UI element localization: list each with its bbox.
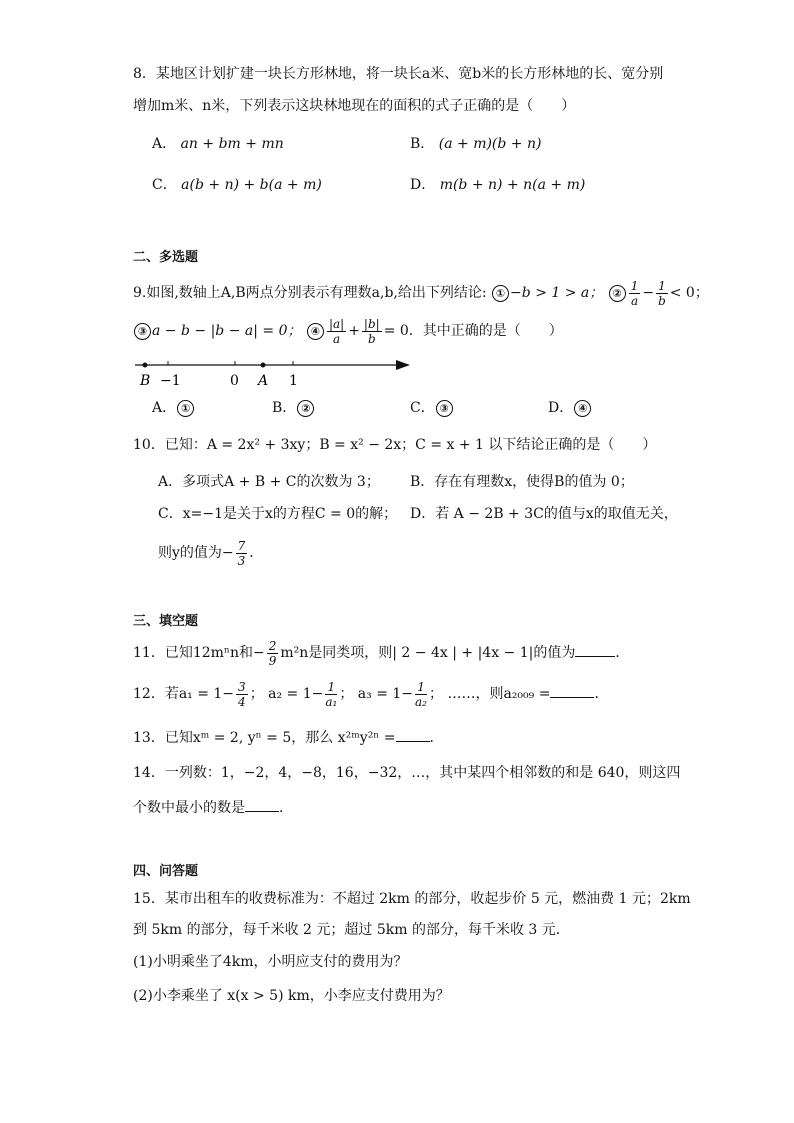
q9-option-b[interactable] [272,398,315,418]
q9-conclusion-2-tail: < 0； [669,285,709,301]
text: ． [594,686,609,702]
q9-conclusion-4-tail: = 0．其中正确的是（ ） [383,323,563,339]
label-a: A [258,373,269,389]
option-expr: (a + m)(b + n) [438,136,542,152]
q9-line2: ③ a − b − |b − a| = 0； ④ $\frac{|a|}{a}$ + $\frac{|b|}{b}$ = 0．其中正确的是（ ） [133,316,563,346]
q8-line1: 8．某地区计划扩建一块长方形林地，将一块长a米、宽b米的长方形林地的长、宽分别 [133,66,664,82]
text: ． [615,645,630,661]
option-label: A． [152,136,177,152]
option-label: D． [410,177,436,193]
section-heading-multi-choice: 二、多选题 [133,250,199,265]
text: ； ……，则a₂₀₀₉ = [429,686,551,702]
option-label: B． [272,400,297,416]
answer-blank[interactable] [550,683,594,698]
circled-number-1: ① [492,285,509,302]
label-1: 1 [289,373,298,389]
q9-line1: 9.如图,数轴上A,B两点分别表示有理数a,b,给出下列结论: ① −b > 1 > a； ② $\frac{1}{a}$ − $\frac{1}{b}$ < 0； [133,278,709,308]
section-heading-fill-blank: 三、填空题 [133,614,199,629]
q8-option-b[interactable] [410,134,541,154]
circled-number-2: ② [297,400,314,417]
q15-line2: 到 5km 的部分，每千米收 2 元；超过 5km 的部分，每千米收 3 元． [133,922,570,938]
option-label: C． [152,177,177,193]
q9-conclusion-3: a − b − |b − a| = 0； [152,323,302,339]
text: ； a₂ = 1− [249,686,324,702]
text: ． [249,545,264,561]
circled-number-4: ④ [307,323,324,340]
text: ． [429,730,444,746]
q8-option-c[interactable] [152,175,322,195]
point-a-dot [261,363,266,368]
text: ； a₃ = 1− [339,686,414,702]
fraction: $\frac{3}{4}$ [238,679,246,709]
q8-option-a[interactable] [152,134,284,154]
label-minus-1: −1 [160,373,181,389]
q15-sub2: (2)小李乘坐了 x(x > 5) km，小李应支付费用为？ [133,988,450,1004]
circled-number-3: ③ [134,323,151,340]
q8-option-d[interactable] [410,175,585,195]
option-label: B． [410,136,435,152]
answer-blank[interactable] [245,797,279,812]
q9-conclusion-1: −b > 1 > a； [510,285,604,301]
q12-line [133,676,608,712]
q9-option-a[interactable] [152,398,195,418]
option-label: C． [410,400,435,416]
q14-line1: 14．一列数：1，−2，4，−8，16，−32，…，其中某四个相邻数的和是 640，则这四 [133,765,681,781]
q15-sub1: (1)小明乘坐了4km，小明应支付的费用为？ [133,954,408,970]
answer-blank[interactable] [575,642,615,657]
option-expr: m(b + n) + n(a + m) [439,177,586,193]
q14-line2 [133,797,293,818]
text: 11．已知12mⁿn和− [133,645,265,661]
circled-number-1: ① [177,400,194,417]
text: 个数中最小的数是 [133,800,245,816]
q11-line [133,636,629,670]
option-label: D． [548,400,574,416]
fraction: $\frac{|b|}{b}$ [363,316,380,346]
circled-number-4: ④ [574,400,591,417]
q9-intro: 9.如图,数轴上A,B两点分别表示有理数a,b,给出下列结论: [133,285,487,301]
fraction: $\frac{1}{\text{a₁}}$ [325,679,338,709]
text: ． [279,800,293,816]
number-line-arrow [396,360,410,370]
fraction: $\frac{1}{a}$ [630,278,639,308]
option-label: A． [152,400,177,416]
q15-line1: 15．某市出租车的收费标准为：不超过 2km 的部分，收起步价 5 元，燃油费 1 元；2km [133,891,691,907]
option-expr: an + bm + mn [180,136,284,152]
option-expr: a(b + n) + b(a + m) [181,177,322,193]
q9-option-d[interactable] [548,398,592,418]
q10-option-b[interactable]: B．存在有理数x，使得B的值为 0； [410,474,634,490]
q10-option-a[interactable]: A．多项式A + B + C的次数为 3； [158,474,380,490]
text: m²n是同类项，则| 2 − 4x | + |4x − 1|的值为 [280,645,576,661]
point-b-dot [143,363,148,368]
fraction: $\frac{1}{\text{a₂}}$ [415,679,427,709]
fraction: $\frac{2}{9}$ [268,638,277,668]
fraction: $\frac{|a|}{a}$ [328,316,345,346]
circled-number-3: ③ [436,400,453,417]
label-0: 0 [230,373,239,389]
label-b: B [140,373,151,389]
q10-stem: 10．已知：A = 2x² + 3xy；B = x² − 2x；C = x + 1 以下结论正确的是（ ） [133,437,657,453]
fraction: $\frac{7}{3}$ [237,538,246,568]
answer-blank[interactable] [396,727,430,742]
text: 13．已知xᵐ = 2, yⁿ = 5，那么 x²ᵐy²ⁿ = [133,730,396,746]
q8-line2: 增加m米、n米，下列表示这块林地现在的面积的式子正确的是（ ） [133,98,576,114]
text: 则y的值为− [158,545,234,561]
number-line-figure [130,354,420,390]
circled-number-2: ② [609,285,626,302]
q10-option-d-continued [158,536,263,570]
q9-option-c[interactable] [410,398,454,418]
section-heading-short-answer: 四、问答题 [133,864,199,879]
q10-option-c[interactable]: C．x=−1是关于x的方程C = 0的解； [158,506,398,522]
text: 12．若a₁ = 1− [133,686,235,702]
q10-option-d[interactable]: D．若 A − 2B + 3C的值与x的取值无关， [410,506,678,522]
fraction: $\frac{1}{b}$ [658,278,666,308]
q13-line [133,727,444,748]
